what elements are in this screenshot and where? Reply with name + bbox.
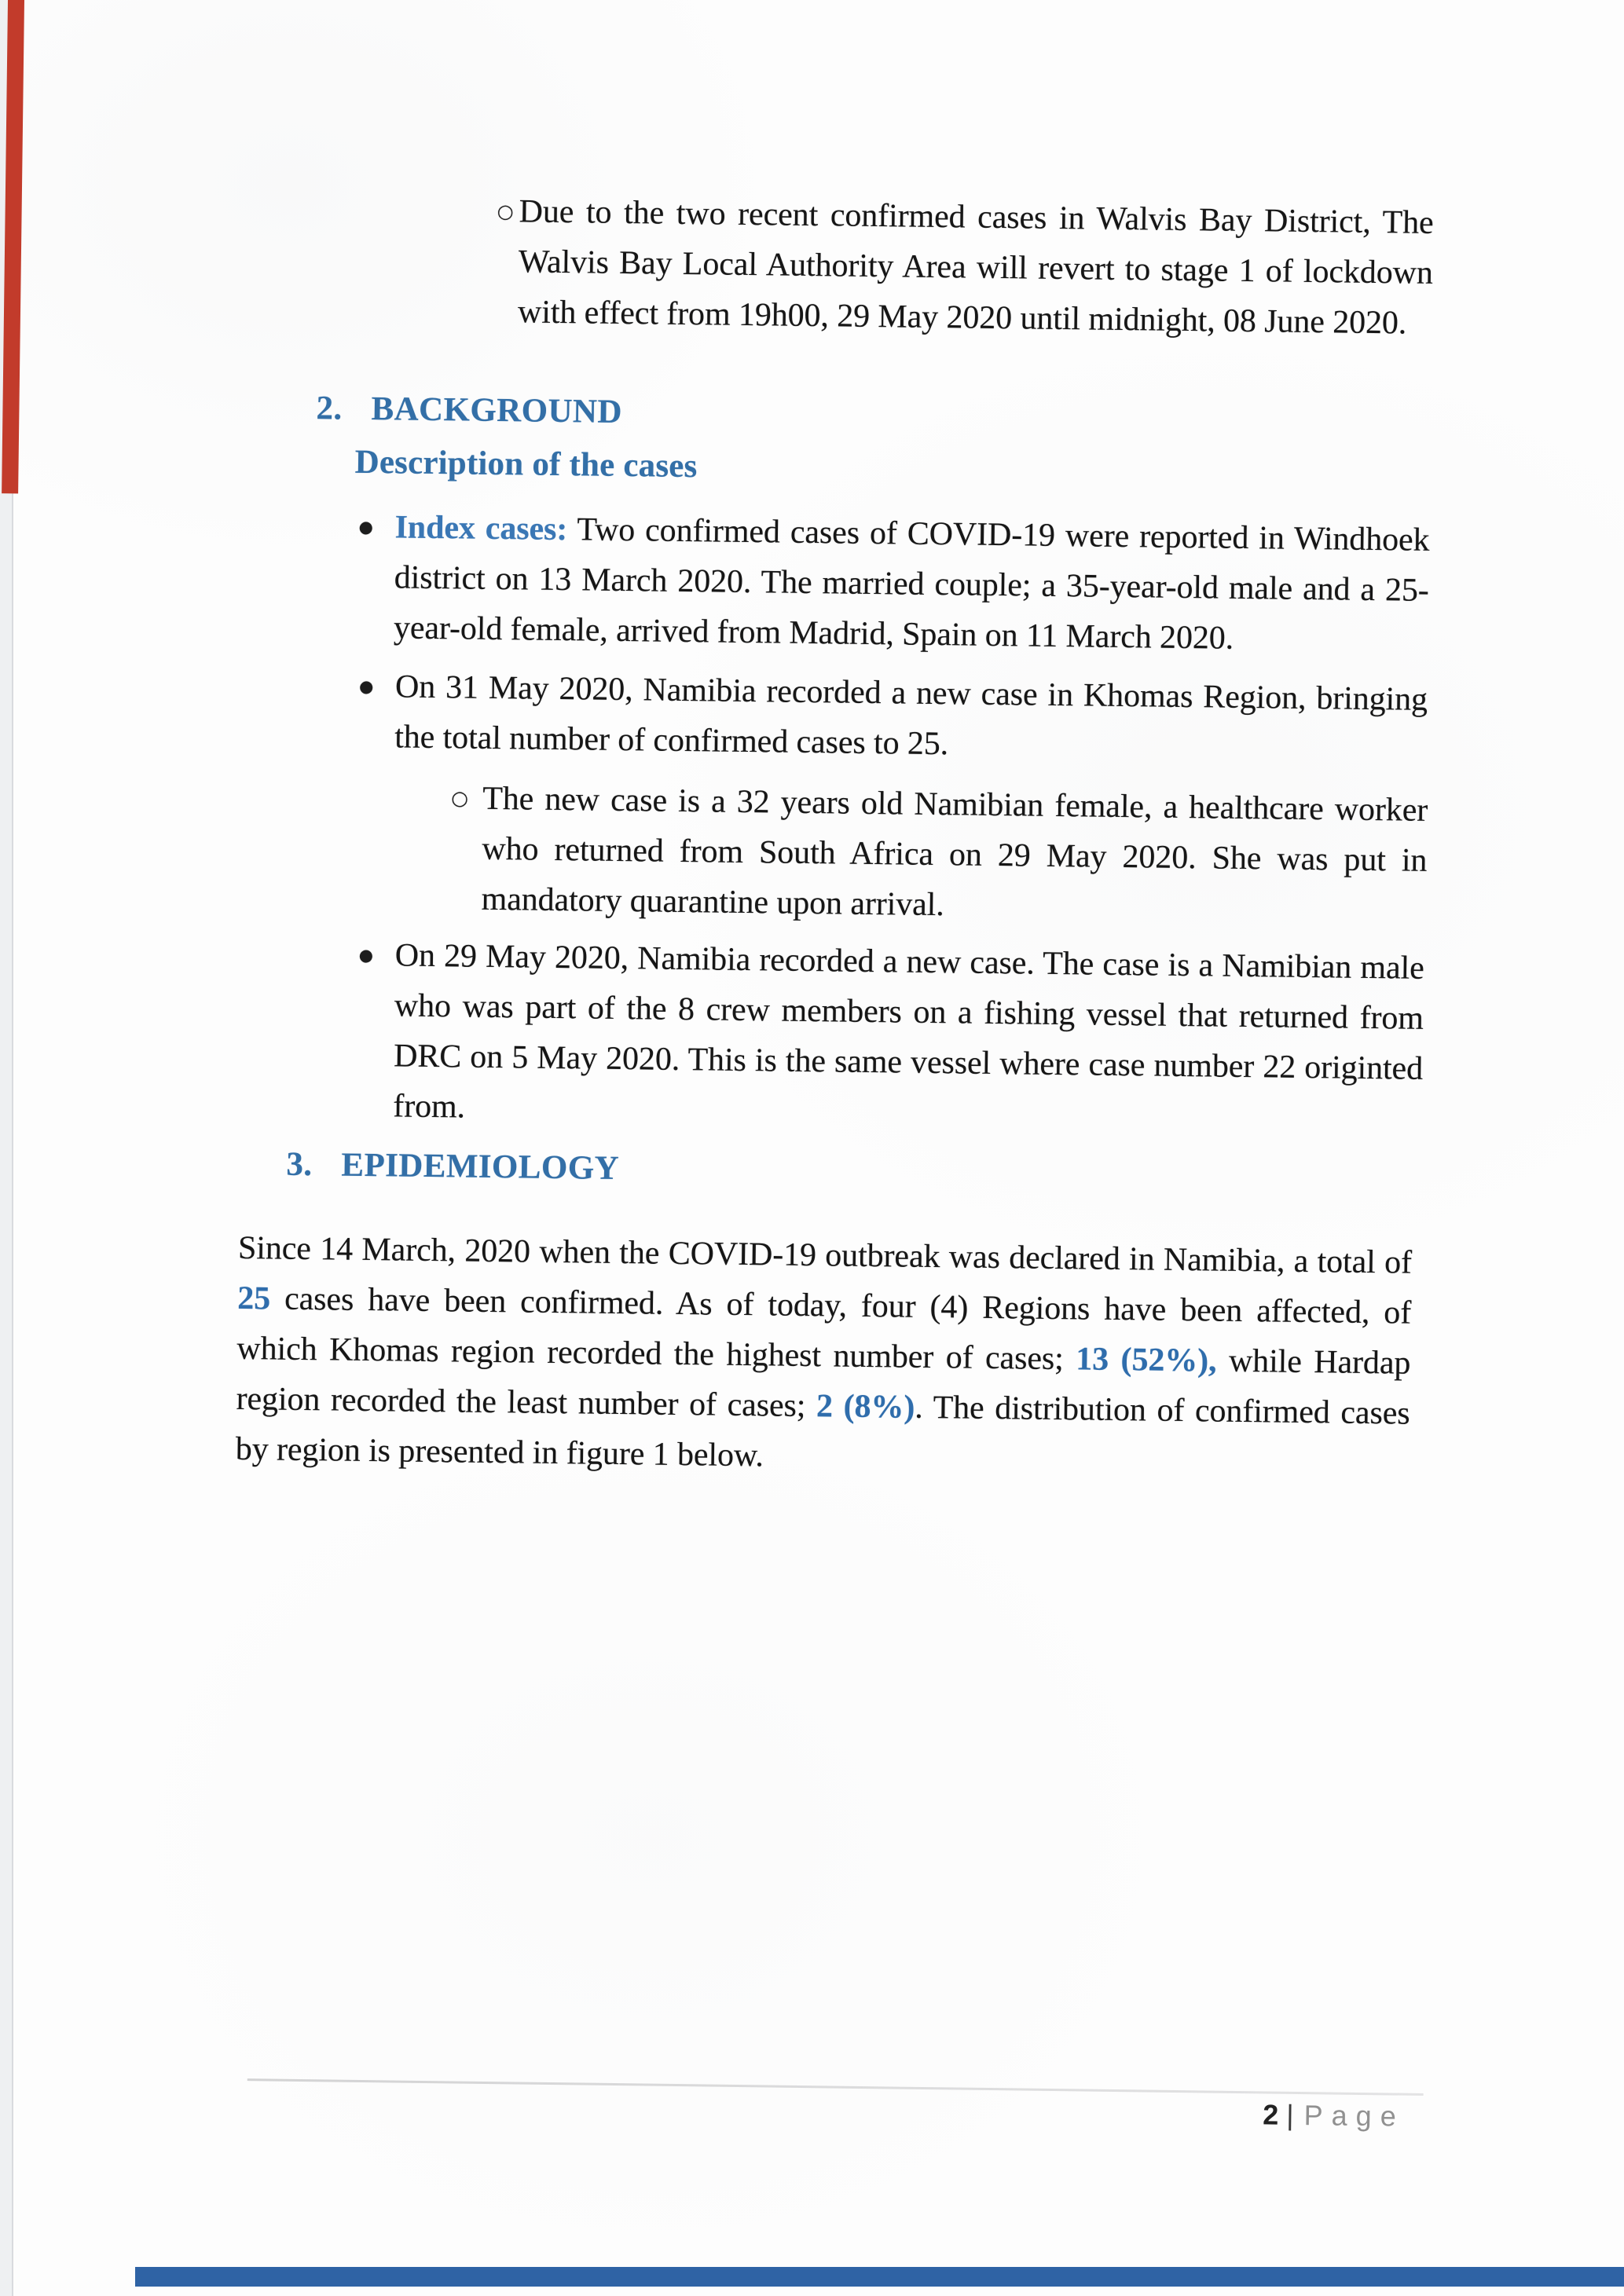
left-red-ribbon (2, 0, 24, 493)
section-heading-epidemiology (286, 1144, 619, 1189)
epi-text-segment: while Hardap region recorded the least number of cases; (236, 1342, 1411, 1425)
hardap-cases-stat: 2 (8%) (816, 1388, 915, 1426)
index-cases-body: Two confirmed cases of COVID-19 were reported in Windhoek district on 13 March 2020. The married couple; a 35-year-old male and a 25-year-old female, arrived from Madrid, Spain on 11 March 2020. (393, 511, 1430, 657)
epi-text-segment: Since 14 March, 2020 when the COVID-19 outbreak was declared in Namibia, a total of (237, 1229, 1413, 1281)
dot-bullet-icon: ● (358, 676, 374, 697)
walvis-bay-note (496, 186, 1434, 349)
section-number: 2. (316, 390, 343, 427)
bullet-case-29-may (355, 930, 1424, 1144)
bullet-index-cases (356, 502, 1430, 666)
index-cases-label: Index cases: (394, 509, 568, 548)
bullet-case-31-may-text: On 31 May 2020, Namibia recorded a new case in Khomas Region, bringing the total number of confirmed cases to 25. (394, 668, 1428, 763)
section-title: BACKGROUND (371, 390, 623, 430)
epi-text-segment: . The distribution of confirmed cases by region is presented in figure 1 below. (235, 1389, 1410, 1474)
khomas-cases-stat: 13 (52%), (1075, 1341, 1217, 1379)
footer-separator: | (1286, 2098, 1294, 2131)
dot-bullet-icon: ● (358, 517, 373, 537)
epi-text-segment: cases have been confirmed. As of today, four (4) Regions have been affected, of which Khomas region recorded the highest number of cases; (236, 1280, 1412, 1378)
dot-bullet-icon: ● (358, 945, 374, 965)
page-number: 2 (1263, 2098, 1279, 2131)
subbullet-new-case-details (449, 773, 1428, 936)
circle-bullet-icon: ○ (451, 786, 469, 810)
total-cases-stat: 25 (236, 1280, 271, 1317)
page-footer (1263, 2097, 1405, 2133)
subbullet-new-case-details-text: The new case is a 32 years old Namibian female, a healthcare worker who returned from South Africa on 29 May 2020. She was put in mandatory quarantine upon arrival. (481, 780, 1428, 924)
section-number: 3. (286, 1145, 313, 1184)
bullet-case-29-may-text: On 29 May 2020, Namibia recorded a new case. The case is a Namibian male who was part of the 8 crew members on a fishing vessel that returned from DRC on 5 May 2020. This is the same vessel where case number 22 originted from. (393, 937, 1424, 1126)
bullet-case-31-may (357, 661, 1428, 775)
epidemiology-paragraph (235, 1223, 1412, 1489)
circle-bullet-icon: ○ (497, 200, 514, 223)
footer-page-word: Page (1303, 2099, 1406, 2133)
section-heading-background (316, 388, 622, 433)
walvis-bay-note-text: Due to the two recent confirmed cases in Walvis Bay District, The Walvis Bay Local Authority Area will revert to stage 1 of lockdown with effect from 19h00, 29 May 2020 until midnight, 08 June 2020. (517, 193, 1434, 342)
bullet-index-cases-text (394, 502, 1430, 666)
footer-divider (247, 2078, 1424, 2096)
subheading-description-of-cases: Description of the cases (354, 443, 698, 485)
section-title: EPIDEMIOLOGY (341, 1146, 620, 1188)
